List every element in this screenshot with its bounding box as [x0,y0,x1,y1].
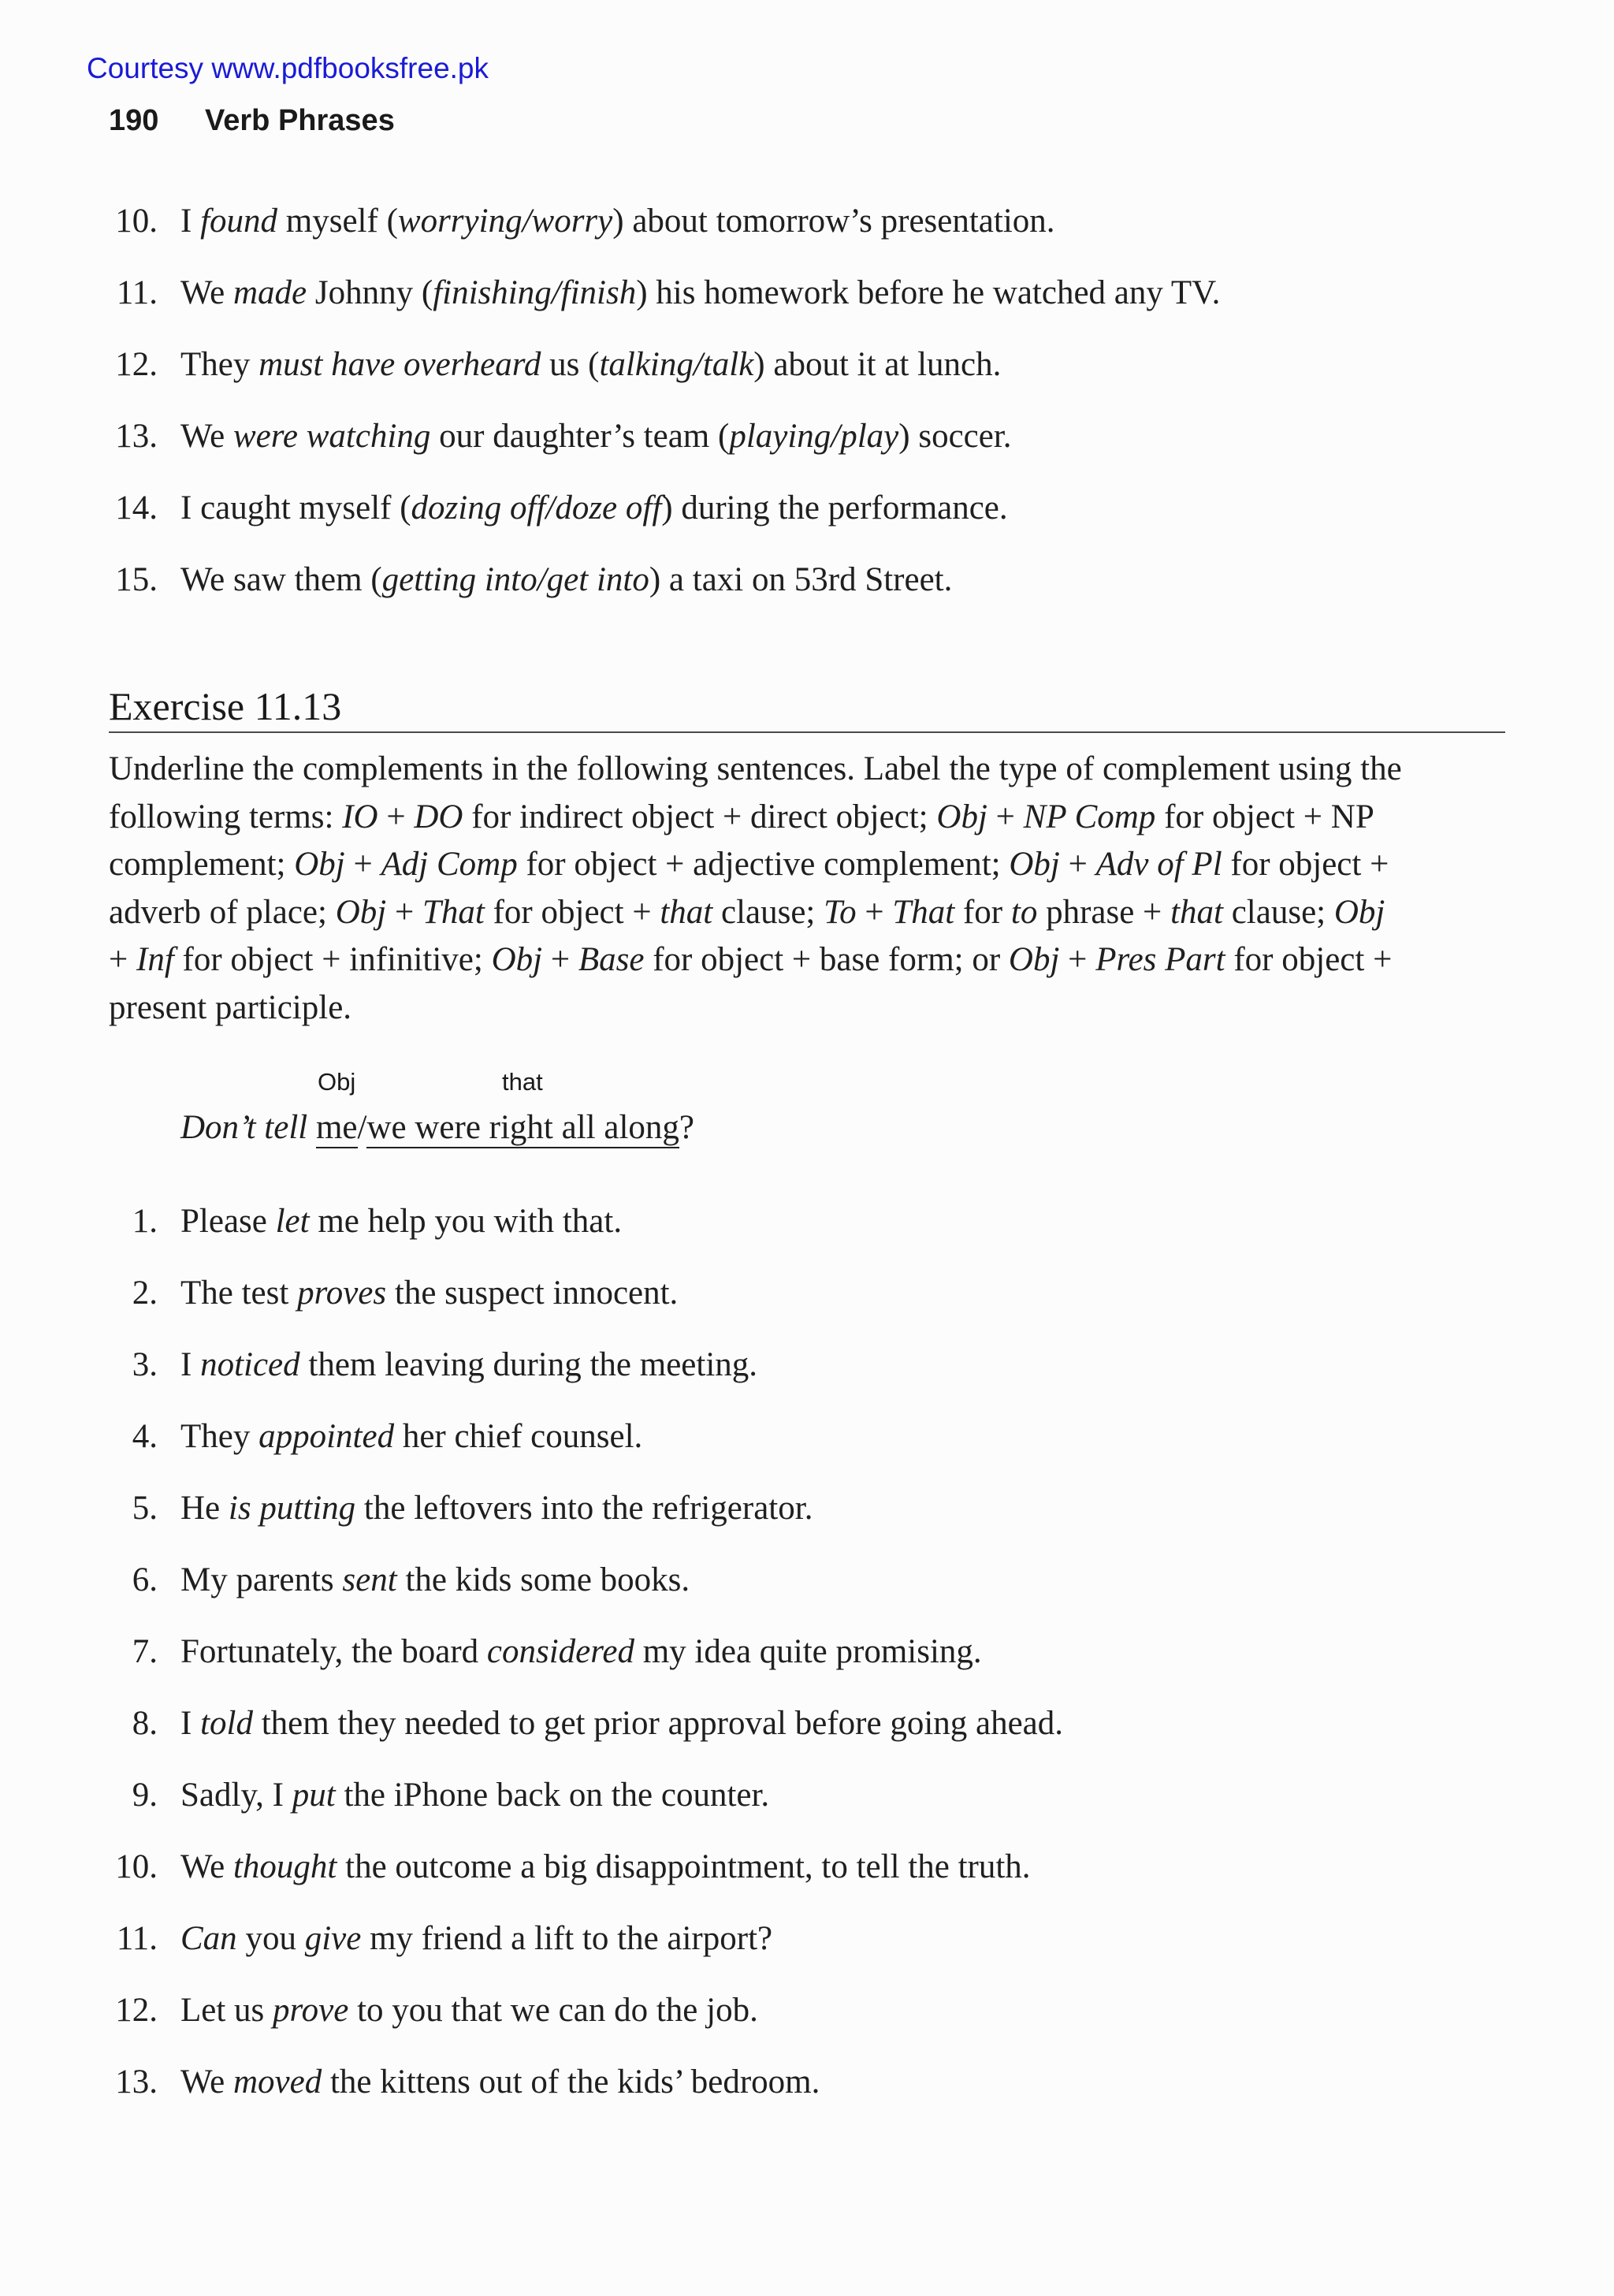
italic-run: moved [232,2063,322,2101]
italic-run: made [232,274,307,311]
text-run: + [109,941,137,979]
item-text [180,1489,813,1528]
item-number: 5. [132,1490,158,1527]
text-run: her chief counsel. [394,1418,643,1455]
text-run: We saw them ( [180,561,382,598]
italic-run: Pres Part [1095,941,1225,979]
text-run: the iPhone back on the counter. [335,1777,770,1814]
text-run: them they needed to get prior approval before going ahead. [252,1705,1064,1742]
text-run: the kids some books. [396,1561,690,1598]
italic-run: give [304,1920,362,1957]
text-run: + [856,893,893,931]
running-head [109,104,395,138]
item-text [180,1274,678,1313]
text-run: Please [180,1203,276,1240]
text-run: We [180,2063,233,2101]
item-number: 10. [115,1848,158,1885]
text-run: my friend a lift to the airport? [361,1920,773,1957]
text-run: The test [180,1275,298,1312]
item-text [180,1417,642,1457]
text-run: clause; [712,893,824,931]
italic-run: Obj [1009,846,1060,884]
section-title: Verb Phrases [205,104,395,137]
text-run: the kittens out of the kids’ bedroom. [322,2063,820,2101]
text-run: following terms: [109,798,343,835]
item-number: 9. [132,1777,158,1814]
text-run: He [180,1490,229,1527]
example-label-that: that [502,1068,543,1096]
italic-run: that [660,893,713,931]
text-run: Sadly, I [180,1777,292,1814]
item-number: 10. [115,203,158,240]
text-run: for object + adjective complement; [517,846,1010,884]
text-run: the suspect innocent. [386,1275,679,1312]
text-run: ) a taxi on 53rd Street. [649,561,953,598]
text-run: for object + NP [1155,798,1374,835]
instruction-line [109,841,1505,889]
example-slash: / [357,1109,367,1146]
text-run: I [180,1705,201,1742]
item-text [180,202,1055,241]
italic-run: Adv of Pl [1095,846,1222,884]
text-run: present participle. [109,988,352,1026]
italic-run: That [892,893,955,931]
text-run: I [180,203,201,240]
exercise-instructions [109,746,1505,1033]
exercise-title: Exercise 11.13 [109,684,342,728]
text-run: + [386,893,422,931]
italic-run: Obj [1333,893,1385,931]
text-run: We [180,1848,233,1885]
italic-run: prove [273,1992,349,2029]
italic-run: appointed [258,1418,395,1455]
instruction-line [109,746,1505,794]
item-text [180,1776,769,1815]
example-label-obj: Obj [318,1068,356,1096]
text-run: the outcome a big disappointment, to tell the truth. [337,1848,1031,1885]
italic-run: Adj Comp [381,846,518,884]
text-run: ) his homework before he watched any TV. [636,274,1221,311]
italic-run: DO [414,798,463,835]
italic-run: Base [578,941,645,979]
text-run: We [180,274,233,311]
italic-run: IO [342,798,378,835]
italic-run: were watching [232,418,431,455]
item-text [180,1632,982,1672]
text-run: for object + [1225,941,1393,979]
text-run: complement; [109,846,295,884]
item-number: 15. [115,561,158,598]
page-number: 190 [109,104,159,137]
text-run: for object + base form; or [644,941,1009,979]
item-text [180,274,1220,313]
example-lead: Don’t tell [180,1109,308,1146]
text-run: for object + [484,893,660,931]
italic-run: to [1010,893,1038,931]
item-text [180,345,1001,385]
text-run: Johnny ( [307,274,433,311]
item-number: 3. [132,1346,158,1383]
text-run: + [344,846,381,884]
example-end: ? [679,1109,694,1146]
italic-run: Obj [294,846,345,884]
italic-run: finishing/finish [433,274,637,311]
text-run: + [1059,846,1096,884]
italic-run: Obj [491,941,543,979]
italic-run: found [200,203,278,240]
text-run: myself ( [277,203,398,240]
instruction-line [109,889,1505,937]
item-number: 4. [132,1418,158,1455]
courtesy-link[interactable]: Courtesy www.pdfbooksfree.pk [87,52,489,84]
italic-run: told [200,1705,253,1742]
text-run: for indirect object + direct object; [463,798,937,835]
text-run: for [954,893,1011,931]
italic-run: That [422,893,485,931]
italic-run: put [292,1777,336,1814]
text-run: + [542,941,578,979]
italic-run: Obj [335,893,387,931]
exercise-title-rule [109,731,1505,733]
italic-run: that [1170,893,1223,931]
text-run: + [987,798,1024,835]
text-run: Underline the complements in the following sentences. Label the type of complement using the [109,750,1402,787]
item-text [180,1991,758,2030]
item-text [180,489,1008,528]
text-run: clause; [1222,893,1334,931]
italic-run: Obj [936,798,987,835]
text-run: to you that we can do the job. [348,1992,758,2029]
instruction-line [109,794,1505,842]
text-run: Fortunately, the board [180,1633,487,1670]
example-object: me [316,1109,358,1148]
example-that-clause: we were right all along [366,1109,679,1148]
text-run: us ( [541,346,600,383]
text-run: ) about tomorrow’s presentation. [612,203,1055,240]
item-number: 12. [115,1992,158,2029]
text-run: + [377,798,415,835]
instruction-line [109,984,1505,1033]
text-run: adverb of place; [109,893,336,931]
item-number: 13. [115,418,158,455]
italic-run: thought [232,1848,337,1885]
italic-run: noticed [200,1346,300,1383]
italic-run: is putting [228,1490,356,1527]
italic-run: To [824,893,857,931]
text-run: ) about it at lunch. [753,346,1002,383]
item-text [180,1202,622,1241]
italic-run: Inf [136,941,174,979]
item-number: 6. [132,1561,158,1598]
italic-run: let [275,1203,310,1240]
example-sentence [180,1108,694,1148]
text-run: I caught myself ( [180,489,411,527]
text-run: My parents [180,1561,343,1598]
instruction-line [109,936,1505,984]
italic-run: considered [486,1633,634,1670]
item-number: 11. [116,1920,158,1957]
item-text [180,1561,690,1600]
item-number: 12. [115,346,158,383]
item-number: 14. [115,489,158,527]
text-run: you [236,1920,305,1957]
text-run: them leaving during the meeting. [299,1346,758,1383]
italic-run: dozing off/doze off [411,489,662,527]
italic-run: NP Comp [1023,798,1156,835]
italic-run: playing/play [729,418,899,455]
item-text [180,417,1012,456]
text-run: my idea quite promising. [634,1633,982,1670]
text-run: ) during the performance. [661,489,1008,527]
text-run: They [180,346,259,383]
item-number: 13. [115,2063,158,2101]
item-text [180,1345,757,1385]
item-number: 11. [116,274,158,311]
text-run: + [1059,941,1096,979]
text-run: We [180,418,233,455]
item-number: 2. [132,1275,158,1312]
italic-run: proves [297,1275,387,1312]
italic-run: talking/talk [599,346,754,383]
item-text [180,1848,1031,1887]
text-run: They [180,1418,259,1455]
italic-run: Obj [1008,941,1060,979]
italic-run: Can [180,1920,237,1957]
item-number: 8. [132,1705,158,1742]
item-text [180,2063,820,2102]
item-text [180,560,952,600]
item-number: 1. [132,1203,158,1240]
text-run: the leftovers into the refrigerator. [355,1490,813,1527]
text-run: for object + infinitive; [173,941,492,979]
text-run: our daughter’s team ( [430,418,730,455]
italic-run: getting into/get into [381,561,649,598]
item-number: 7. [132,1633,158,1670]
text-run: I [180,1346,201,1383]
text-run: me help you with that. [309,1203,623,1240]
italic-run: must have overheard [258,346,541,383]
text-run: for object + [1222,846,1389,884]
item-text [180,1704,1063,1743]
text-run: ) soccer. [898,418,1012,455]
item-text [180,1919,772,1959]
italic-run: sent [342,1561,397,1598]
italic-run: worrying/worry [397,203,613,240]
text-run: phrase + [1037,893,1171,931]
text-run: Let us [180,1992,273,2029]
